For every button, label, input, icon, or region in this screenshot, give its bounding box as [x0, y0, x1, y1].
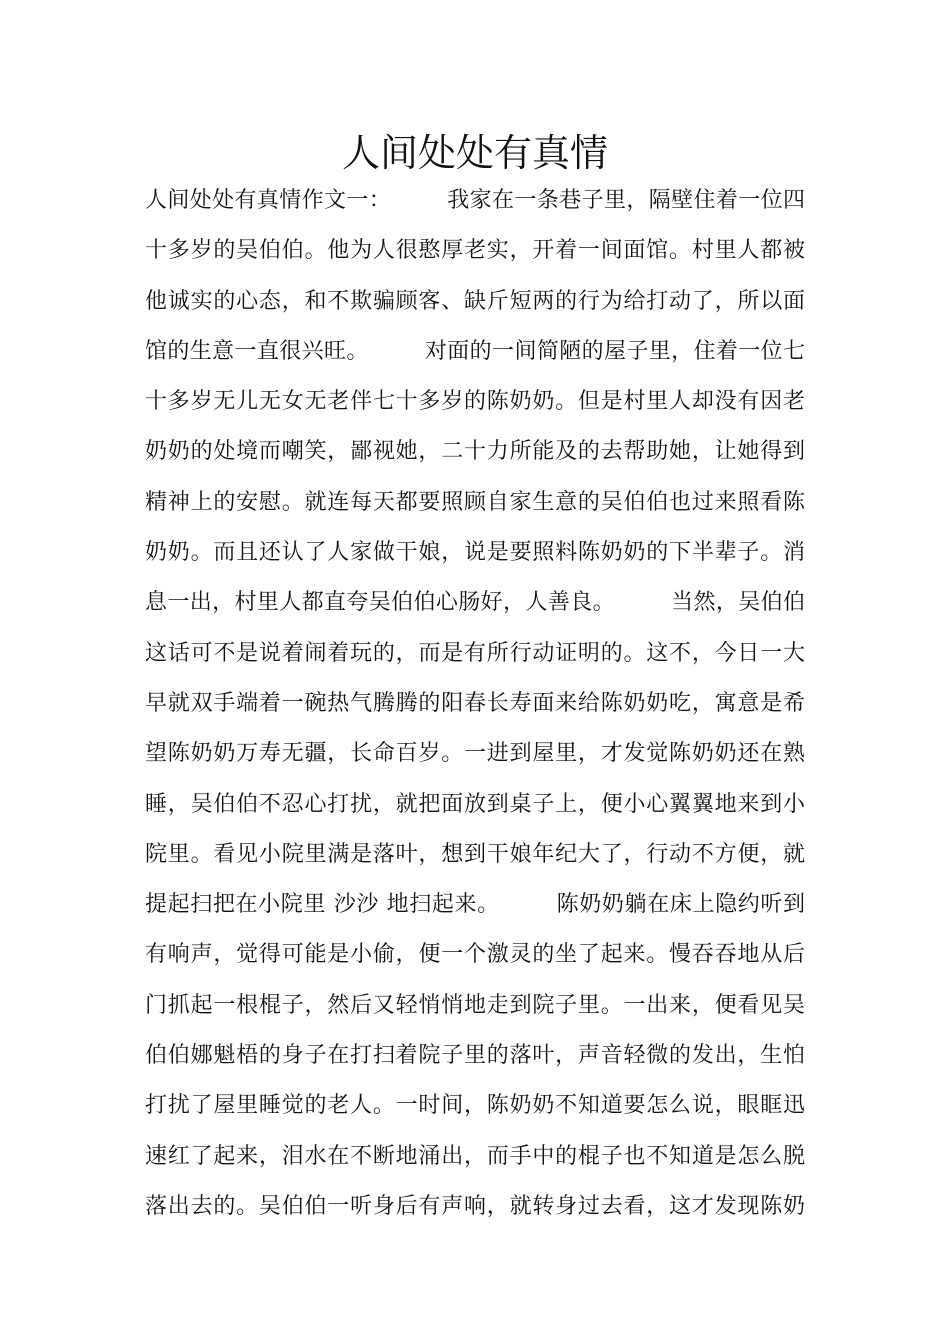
body-line: 奶奶。而且还认了人家做干娘，说是要照料陈奶奶的下半辈子。消 — [145, 540, 805, 566]
body-line: 落出去的。吴伯伯一听身后有声响，就转身过去看，这才发现陈奶 — [145, 1193, 805, 1219]
body-line: 息一出，村里人都直夸吴伯伯心肠好，人善良。 当然，吴伯伯 — [145, 590, 805, 616]
body-line: 精神上的安慰。就连每天都要照顾自家生意的吴伯伯也过来照看陈 — [145, 489, 805, 515]
body-line: 他诚实的心态，和不欺骗顾客、缺斤短两的行为给打动了，所以面 — [145, 288, 805, 314]
body-line: 有响声，觉得可能是小偷，便一个激灵的坐了起来。慢吞吞地从后 — [145, 942, 805, 968]
document-body — [145, 176, 805, 1232]
body-line: 十多岁无儿无女无老伴七十多岁的陈奶奶。但是村里人却没有因老 — [145, 389, 805, 415]
body-line: 馆的生意一直很兴旺。 对面的一间简陋的屋子里，住着一位七 — [145, 338, 805, 364]
body-line: 伯伯娜魁梧的身子在打扫着院子里的落叶，声音轻微的发出，生怕 — [145, 1043, 805, 1069]
body-line: 奶奶的处境而嘲笑，鄙视她，二十力所能及的去帮助她，让她得到 — [145, 439, 805, 465]
document-title: 人间处处有真情 — [341, 131, 608, 175]
body-line: 打扰了屋里睡觉的老人。一时间，陈奶奶不知道要怎么说，眼眶迅 — [145, 1093, 805, 1119]
body-line: 速红了起来，泪水在不断地涌出，而手中的棍子也不知道是怎么脱 — [145, 1143, 805, 1169]
body-line: 门抓起一根棍子，然后又轻悄悄地走到院子里。一出来，便看见吴 — [145, 992, 805, 1018]
body-line: 提起扫把在小院里 沙沙 地扫起来。 陈奶奶躺在床上隐约听到 — [145, 892, 805, 918]
body-line: 望陈奶奶万寿无疆，长命百岁。一进到屋里，才发觉陈奶奶还在熟 — [145, 741, 805, 767]
body-line: 睡，吴伯伯不忍心打扰，就把面放到桌子上，便小心翼翼地来到小 — [145, 791, 805, 817]
body-line: 早就双手端着一碗热气腾腾的阳春长寿面来给陈奶奶吃，寓意是希 — [145, 690, 805, 716]
body-line: 院里。看见小院里满是落叶，想到干娘年纪大了，行动不方便，就 — [145, 841, 805, 867]
body-line: 这话可不是说着闹着玩的，而是有所行动证明的。这不，今日一大 — [145, 640, 805, 666]
body-line: 人间处处有真情作文一： 我家在一条巷子里，隔壁住着一位四 — [145, 188, 805, 213]
body-line: 十多岁的吴伯伯。他为人很憨厚老实，开着一间面馆。村里人都被 — [145, 238, 805, 264]
